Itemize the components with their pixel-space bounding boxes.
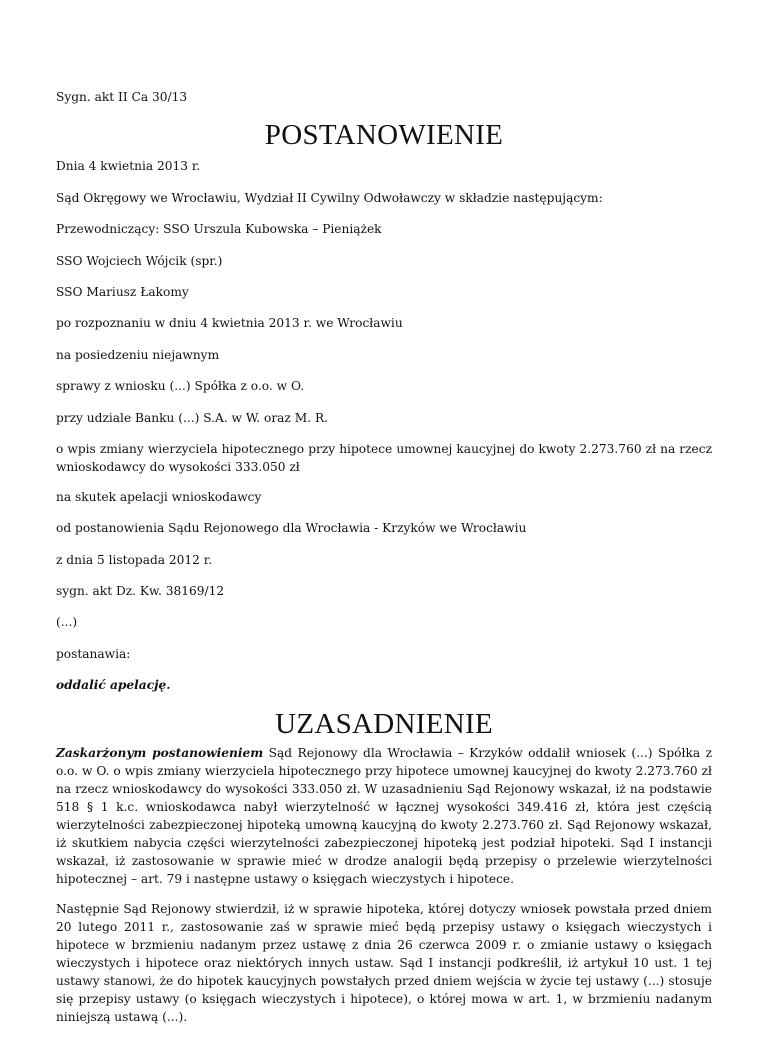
paragraph-lead: Zaskarżonym postanowieniem — [56, 745, 264, 760]
appeal-line: na skutek apelacji wnioskodawcy — [56, 489, 262, 504]
judge-line: SSO Wojciech Wójcik (spr.) — [56, 253, 223, 268]
participants-line: przy udziale Banku (...) S.A. w W. oraz M. R. — [56, 410, 329, 425]
ruling-text: oddalić apelację. — [56, 678, 171, 693]
omission-line: (...) — [56, 615, 78, 630]
court-line: Sąd Okręgowy we Wrocławiu, Wydział II Cywilny Odwoławczy w składzie następującym: — [56, 190, 603, 205]
lower-court-line: od postanowienia Sądu Rejonowego dla Wrocławia - Krzyków we Wrocławiu — [56, 521, 527, 536]
hearing-line: po rozpoznaniu w dniu 4 kwietnia 2013 r. we Wrocławiu — [56, 316, 403, 331]
applicant-line: sprawy z wniosku (...) Spółka z o.o. w O. — [56, 379, 305, 394]
document-page — [56, 88, 712, 1038]
justification-title: UZASADNIENIE — [275, 707, 493, 740]
judge-line: SSO Mariusz Łakomy — [56, 284, 189, 299]
subject-paragraph: o wpis zmiany wierzyciela hipotecznego przy hipotece umownej kaucyjnej do kwoty 2.273.760 zł na rzecz wnioskodawcy do wysokości 333.050 zł — [56, 441, 712, 474]
paragraph-body: Sąd Rejonowy dla Wrocławia – Krzyków oddalił wniosek (...) Spółka z o.o. w O. o wpis zmiany wierzyciela hipotecznego przy hipotece umownej kaucyjnej do kwoty 2.273.760 zł na rzecz wnioskodawcy do wysokości 333.050 zł. W uzasadnieniu Sąd Rejonowy wskazał, iż na podstawie 518 § 1 k.c. wnioskodawca nabył wierzytelność w łącznej wysokości 349.416 zł, która jest częścią wierzytelności zabezpieczonej hipoteką umowną kaucyjną do kwoty 2.273.760 zł. Sąd Rejonowy wskazał, iż skutkiem nabycia części wierzytelności zabezpieczonej hipoteką jest podział hipoteki. Sąd I instancji wskazał, iż zastosowanie w sprawie mieć w drodze analogii będą przepisy o przelewie wierzytelności hipotecznej – art. 79 i następne ustawy o księgach wieczystych i hipotece. — [56, 745, 713, 886]
session-line: na posiedzeniu niejawnym — [56, 347, 220, 362]
justification-paragraph-2: Następnie Sąd Rejonowy stwierdził, iż w sprawie hipoteka, której dotyczy wniosek powstała przed dniem 20 lutego 2011 r., zastosowanie zaś w sprawie mieć będą przepisy ustawy o księgach wieczystych i hipotece w brzmieniu nadanym przez ustawę z dnia 26 czerwca 2009 r. o zmianie ustawy o księgach wieczystych i hipotece oraz niektórych innych ustaw. Sąd I instancji podkreślił, iż artykuł 10 ust. 1 tej ustawy stanowi, że do hipotek kaucyjnych powstałych przed dniem wejścia w życie tej ustawy (...) stosuje się przepisy ustawy (o księgach wieczystych i hipotece), o której mowa w art. 1, w brzmieniu nadanym niniejszą ustawą (...). — [56, 901, 712, 1024]
lower-court-date-line: z dnia 5 listopada 2012 r. — [56, 552, 213, 567]
lower-court-signature-line: sygn. akt Dz. Kw. 38169/12 — [56, 584, 225, 599]
decides-line: postanawia: — [56, 646, 131, 661]
document-title: POSTANOWIENIE — [264, 119, 504, 152]
date-line: Dnia 4 kwietnia 2013 r. — [56, 159, 201, 174]
justification-paragraph-1 — [56, 744, 712, 888]
presiding-judge-line: Przewodniczący: SSO Urszula Kubowska – Pieniążek — [56, 222, 382, 237]
case-signature: Sygn. akt II Ca 30/13 — [56, 90, 188, 104]
